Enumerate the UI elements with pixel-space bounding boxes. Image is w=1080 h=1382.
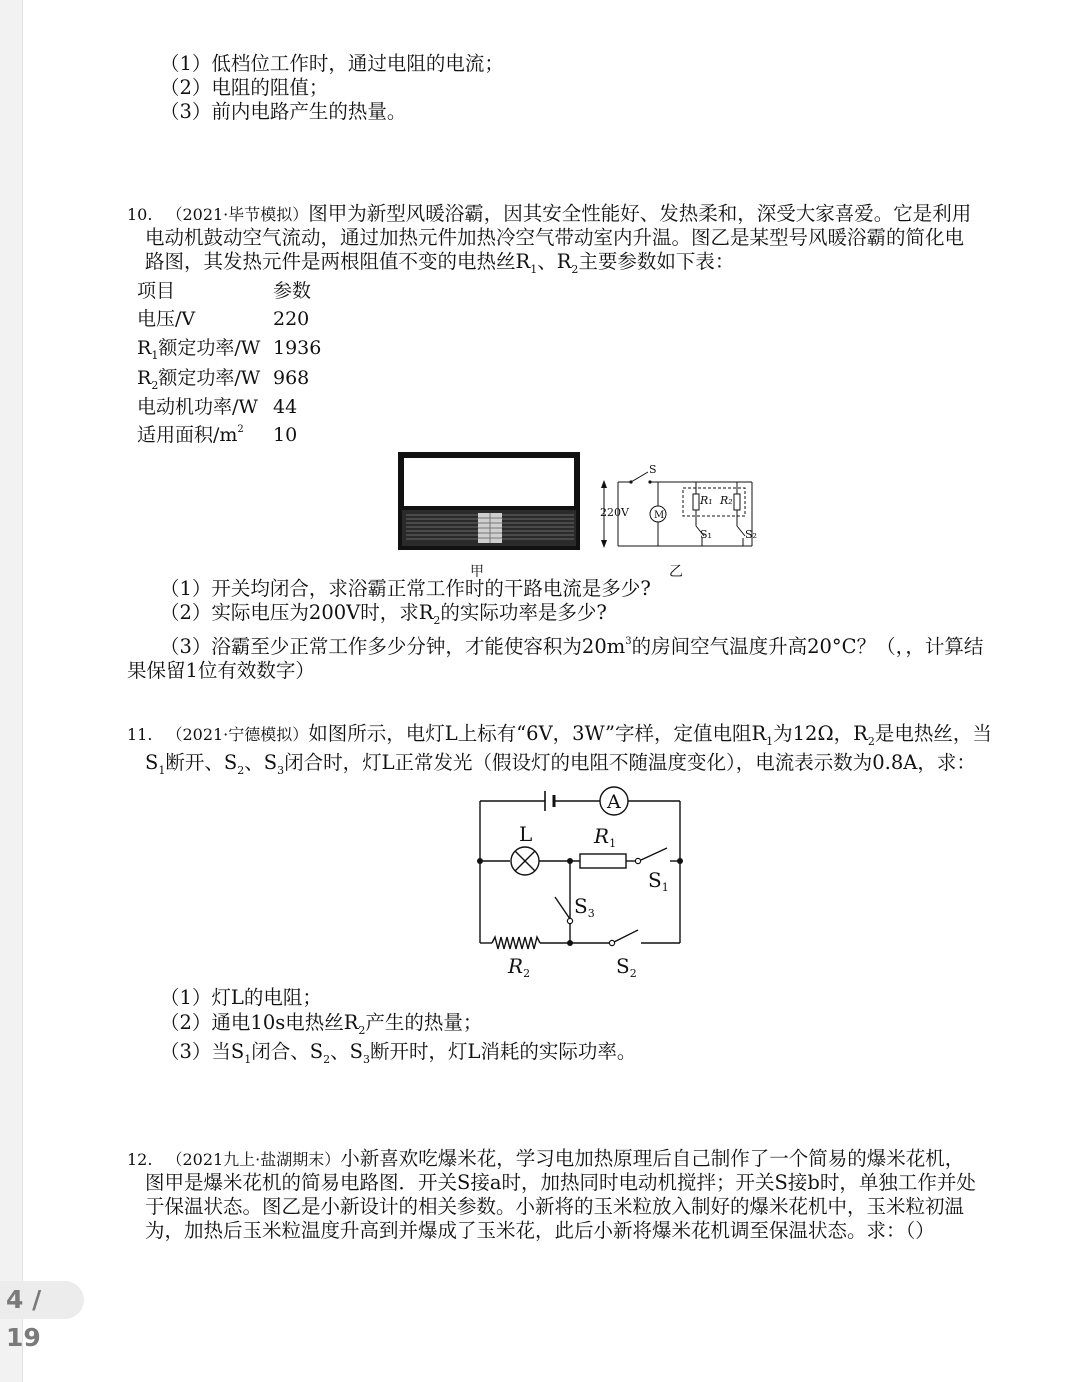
q12-source: （2021九上·盐湖期末） [166,1150,341,1169]
r2-label: $R_2$ [508,954,531,980]
lamp-circuit-diagram [470,783,692,983]
q10-number: 10. [127,205,153,224]
s1-label: S₁ [700,528,712,541]
q10-part-2: （2）实际电压为200V时，求$R_2$的实际功率是多少? [160,601,607,627]
page-indicator[interactable]: 4 / 19 [0,1281,84,1319]
figure-caption-jia: 甲 [470,564,484,580]
q9-part-3: （3）前内电路产生的热量。 [160,100,407,123]
q11-number: 11. [127,725,153,744]
q12-number: 12. [127,1150,153,1169]
q10-source: （2021·毕节模拟） [166,205,309,224]
s2-label: $S_2$ [616,954,637,980]
q10-part-3-cont: 果保留1位有效数字） [127,659,315,682]
q11-line-2: $S_1$断开、$S_2$、$S_3$闭合时，灯L正常发光（假设灯的电阻不随温度变化），电流表示数为0.8A，求： [145,751,976,777]
q10-part-3: （3）浴霸至少正常工作多少分钟，才能使容积为$20m^3$的房间空气温度升高20°C？（，，计算结 [160,635,984,658]
q11-part-3: （3）当$S_1$闭合、$S_2$、$S_3$断开时，灯L消耗的实际功率。 [160,1040,637,1066]
motor-label: M [654,510,665,521]
ammeter-label: A [607,791,621,813]
q9-part-2: （2）电阻的阻值； [160,76,329,99]
figure-caption-yi: 乙 [669,564,683,580]
heater-circuit-diagram [596,460,768,552]
bath-heater-image [398,452,580,550]
switch-s-label: S [649,463,657,476]
q11-source: （2021·宁德模拟） [166,725,309,744]
r1-label: R₁ [700,494,713,507]
q12-line-4: 为，加热后玉米粒温度升高到并爆成了玉米花，此后小新将爆米花机调至保温状态。求：（） [145,1219,935,1242]
q10-line-3: 路图，其发热元件是两根阻值不变的电热丝$R_1$、$R_2$主要参数如下表： [145,250,735,276]
q10-part-1: （1）开关均闭合，求浴霸正常工作时的干路电流是多少? [160,577,651,600]
circuit-voltage-label: 220V [600,506,629,519]
q12-line-2: 图甲是爆米花机的简易电路图．开关S接a时，加热同时电动机搅拌；开关S接b时，单独工作并处 [145,1171,976,1194]
q11-line-1: 11. （2021·宁德模拟）如图所示，电灯L上标有“6V，3W”字样，定值电阻$R_1$为12Ω，$R_2$是电热丝，当 [127,722,992,748]
s3-label: $S_3$ [574,894,595,920]
q11-part-2: （2）通电10s电热丝$R_2$产生的热量； [160,1011,483,1037]
q11-part-1: （1）灯L的电阻； [160,986,322,1009]
lamp-label: L [519,822,533,846]
r1-label: $R_1$ [594,824,617,850]
q10-line-2: 电动机鼓动空气流动，通过加热元件加热冷空气带动室内升温。图乙是某型号风暖浴霸的简化电 [145,226,965,249]
q12-line-1: 12. （2021九上·盐湖期末）小新喜欢吃爆米花，学习电加热原理后自己制作了一个简易的爆米花机， [127,1147,965,1170]
r2-label: R₂ [720,494,733,507]
q9-part-1: （1）低档位工作时，通过电阻的电流； [160,52,504,75]
s2-label: S₂ [745,528,757,541]
s1-label: $S_1$ [648,868,669,894]
q12-line-3: 于保温状态。图乙是小新设计的相关参数。小新将的玉米粒放入制好的爆米花机中，玉米粒初温 [145,1195,965,1218]
q10-line-1: 10. （2021·毕节模拟）图甲为新型风暖浴霸，因其安全性能好、发热柔和，深受大家喜爱。它是利用 [127,202,972,225]
